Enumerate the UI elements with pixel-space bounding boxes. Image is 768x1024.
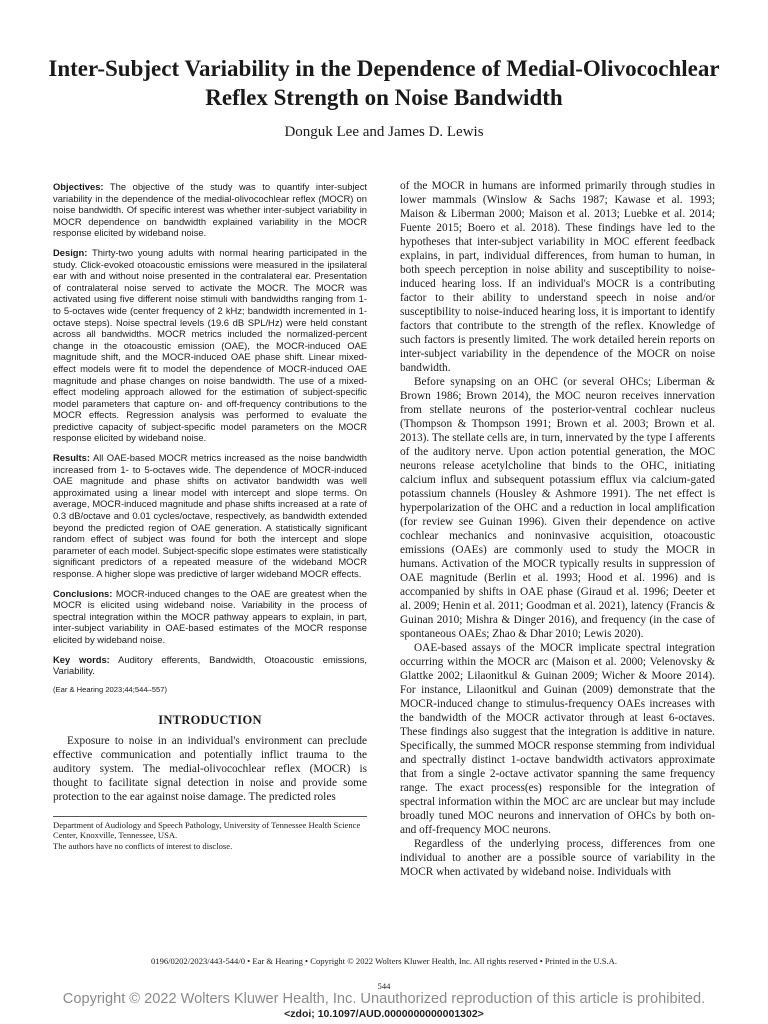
abstract-results: [53, 452, 367, 580]
abstract-text: Auditory efferents, Bandwidth, Otoacoustic emissions, Variability.: [53, 653, 367, 677]
footnote-divider: [53, 816, 367, 817]
article-title: Inter-Subject Variability in the Dependence of Medial-Olivocochlear Reflex Strength on Noise Bandwidth: [48, 56, 720, 110]
body-paragraph: Regardless of the underlying process, differences from one individual to another are a possible source of variability in the MOCR when activated by wideband noise. Individuals with: [400, 838, 715, 878]
article-authors: Donguk Lee and James D. Lewis: [284, 124, 484, 140]
abstract-text: Thirty-two young adults with normal hearing participated in the study. Click-evoked otoacoustic emissions were measured in the ipsilateral ear with and without noise presented in the contralateral ear. Presentation of contralateral noise served to activate the MOCR. The MOCR was activated using five different noise stimuli with bandwidths ranging from 1- to 5-octaves wide (center frequency of 2 kHz; bandwidth incremented in 1-octave steps). Noise spectral levels (19.6 dB SPL/Hz) were held constant across all bandwidths. MOCR metrics included the normalized-percent change in the otoacoustic emission (OAE), the MOCR-induced OAE magnitude shift, and the MOCR-induced OAE phase shift. Linear mixed-effect models were fit to model the dependence of MOCR-induced OAE magnitude and phase changes on noise bandwidth. The use of a mixed-effect modeling approach allowed for the estimation of subject-specific model parameters that capture on- and off-frequency contributions to the MOCR effects. Regression analysis was performed to evaluate the predictive capacity of subject-specific model parameters on the MOCR response elicited by wideband noise.: [53, 246, 367, 444]
conflict-statement: The authors have no conflicts of interest to disclose.: [53, 840, 233, 851]
abstract-label: Objectives:: [53, 181, 104, 192]
abstract-label: Design:: [53, 246, 88, 258]
abstract-label: Conclusions:: [53, 587, 113, 599]
body-paragraph: of the MOCR in humans are informed primarily through studies in lower mammals (Winslow & Sachs 1987; Kawase et al. 1993; Maison & Liberman 2000; Maison et al. 2013; Luebke et al. 2014; Fuente 2015; Boero et al. 2018). These findings have led to the hypotheses that inter-subject variability in MOC efferent feedback explains, in part, individual differences, from human to human, in both speech perception in noise ability and susceptibility to noise-induced hearing loss. If an individual's MOCR is a contributing factor to their ability to understand speech in noise and/or susceptibility to noise-induced hearing loss, it is important to identify factors that contribute to the strength of the reflex. Knowledge of such factors is presently limited. The work detailed herein reports on inter-subject variability in the dependence of the MOCR on noise bandwidth.: [400, 180, 715, 374]
abstract-text: The objective of the study was to quantify inter-subject variability in the dependence of the medial-olivocochlear reflex (MOCR) on noise bandwidth. Of specific interest was whether inter-subject variability in MOCR dependence on bandwidth explained variability in the MOCR response elicited by wideband noise.: [53, 181, 367, 239]
body-paragraph: OAE-based assays of the MOCR implicate spectral integration occurring within the MOCR arc (Maison et al. 2000; Velenovsky & Glattke 2002; Lilaonitkul & Guinan 2009; Wicher & Moore 2014). For instance, Lilaonitkul and Guinan (2009) demonstrate that the MOCR-induced change to stimulus-frequency OAEs increases with the bandwidth of the MOCR activator through at least 6-octaves. These findings also suggest that the integration is additive in nature. Specifically, the summed MOCR response stemming from individual and spectrally distinct 1-octave bandwidth activators approximate that from a single 2-octave activator spanning the same frequency range. The exact process(es) responsible for the integration of spectral information within the MOC arc are unclear but may include broadly tuned MOC neurons and innervation of OHCs by both on- and off-frequency MOC neurons.: [400, 642, 715, 836]
journal-citation: (Ear & Hearing 2023;44;544–557): [53, 684, 167, 694]
doi-line: <zdoi; 10.1097/AUD.0000000000001302>: [284, 1008, 484, 1020]
abstract-key-words: [53, 654, 367, 677]
body-paragraph: Before synapsing on an OHC (or several OHCs; Liberman & Brown 1986; Brown 2014), the MOC neuron receives innervation from stellate neurons of the posterior-ventral cochlear nucleus (Thompson & Thompson 1991; Brown et al. 2003; Brown et al. 2013). The stellate cells are, in turn, innervated by the type I afferents of the auditory nerve. Upon action potential generation, the MOC neurons release acetylcholine that binds to the OHC, initiating calcium influx and subsequent potassium efflux via calcium-gated potassium channels (Housley & Ashmore 1991). The net effect is hyperpolarization of the OHC and a reduction in local amplification (for review see Guinan 1996). Given their dependence on active cochlear mechanics and noninvasive acquisition, otoacoustic emissions (OAEs) are commonly used to study the MOCR in humans. Activation of the MOCR typically results in suppression of OAE magnitude (Berlin et al. 1993; Hood et al. 1996) and is accompanied by shifts in OAE phase (Giraud et al. 1996; Deeter et al. 2009; Henin et al. 2011; Goodman et al. 2021), latency (Francis & Guinan 2010; Mishra & Dinger 2016), and frequency (in the case of spontaneous OAEs; Zhao & Dhar 2010; Lewis 2020).: [400, 376, 715, 640]
page-number: 544: [377, 981, 391, 991]
abstract-text: All OAE-based MOCR metrics increased as the noise bandwidth increased from 1- to 5-octaves wide. The dependence of MOCR-induced OAE magnitude and phase shifts on activator bandwidth was well approximated using a linear model with intercept and slope terms. On average, MOCR-induced magnitude and phase shifts increased at a rate of 0.3 dB/octave and 0.01 cycles/octave, respectively, as bandwidth extended beyond the predicted region of OAE generation. A statistically significant random effect of subject was found for both the intercept and slope parameter of each model. Subject-specific slope estimates were statistically significant predictors of a repeated measure of the wideband MOCR response. A higher slope was predictive of larger wideband MOCR effects.: [53, 452, 367, 579]
author-affiliation: Department of Audiology and Speech Pathology, University of Tennessee Health Science Center, Knoxville, Tennessee, USA.: [53, 819, 361, 841]
abstract-objectives: [53, 181, 367, 239]
section-heading-introduction: INTRODUCTION: [158, 712, 262, 727]
abstract-design: [53, 247, 367, 444]
abstract-label: Key words:: [53, 653, 110, 665]
journal-footer: 0196/0202/2023/443-544/0 • Ear & Hearing • Copyright © 2022 Wolters Kluwer Health, Inc. All rights reserved • Printed in the U.S.A.: [150, 956, 618, 966]
right-column: [400, 179, 715, 879]
abstract-label: Results:: [53, 452, 90, 464]
copyright-notice: Copyright © 2022 Wolters Kluwer Health, Inc. Unauthorized reproduction of this article is prohibited.: [62, 991, 706, 1007]
abstract-conclusions: [53, 588, 367, 646]
left-column: [53, 181, 367, 852]
intro-paragraph: Exposure to noise in an individual's environment can preclude effective communication and potentially inflict trauma to the auditory system. The medial-olivocochlear reflex (MOCR) is thought to facilitate signal detection in noise and provide some protection to the ear against noise damage. The predicted roles: [53, 734, 367, 803]
abstract-text: MOCR-induced changes to the OAE are greatest when the MOCR is elicited using wideband noise. Variability in the process of spectral integration within the MOCR pathway appears to explain, in part, inter-subject variability in OAE-based estimates of the MOCR response elicited by wideband noise.: [53, 587, 367, 645]
